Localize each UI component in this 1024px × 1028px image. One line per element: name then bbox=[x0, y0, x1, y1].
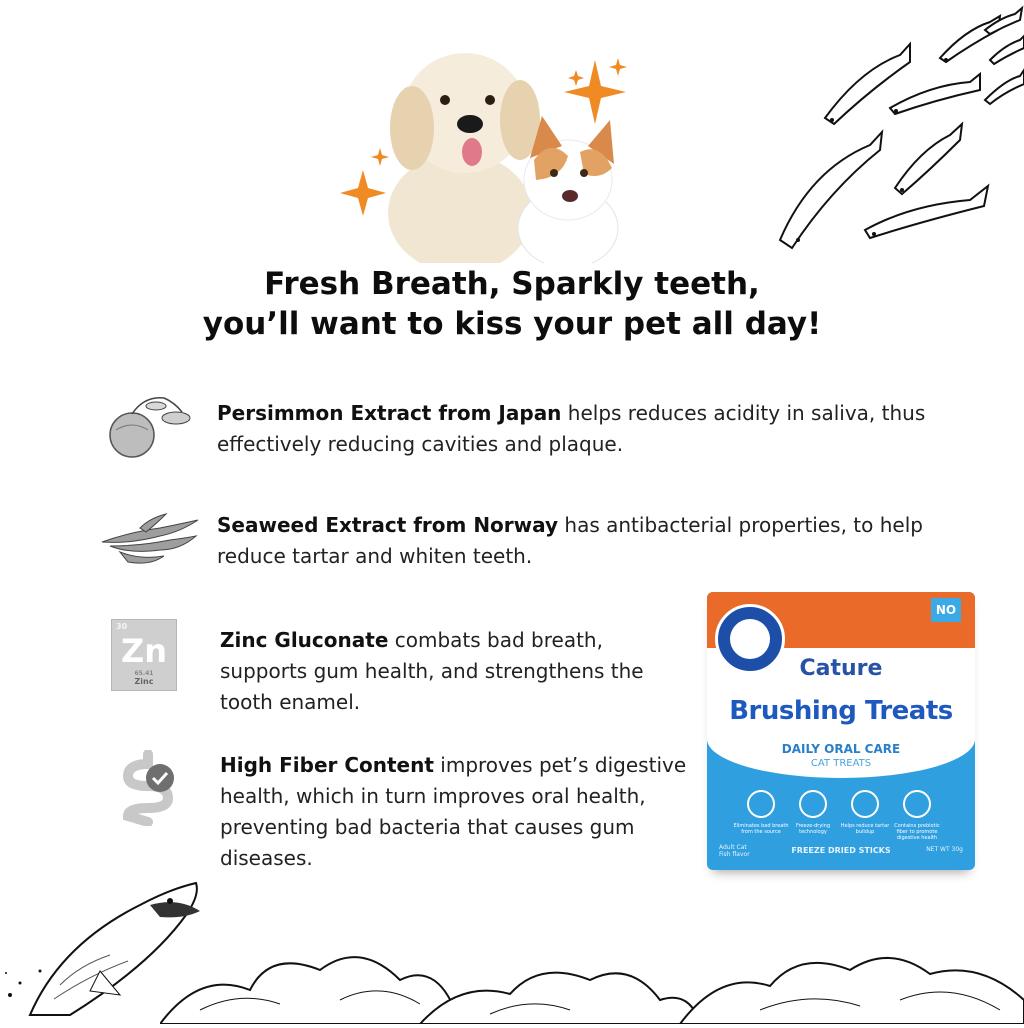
no-badge: NO bbox=[931, 598, 961, 622]
product-name: Brushing Treats bbox=[729, 696, 953, 726]
package-footer: FREEZE DRIED STICKS bbox=[791, 846, 891, 855]
intestine-check-icon bbox=[118, 750, 184, 826]
benefit-1-text: Eliminates bad breath from the source bbox=[733, 823, 789, 835]
benefit-freeze-icon bbox=[799, 790, 827, 818]
product-subtitle: DAILY ORAL CARE bbox=[781, 742, 901, 756]
benefit-tartar-icon bbox=[851, 790, 879, 818]
persimmon-icon bbox=[104, 390, 194, 462]
zinc-atomic-mass: 65.41 bbox=[134, 670, 154, 677]
zinc-element-icon bbox=[111, 619, 177, 691]
headline-line-2: you’ll want to kiss your pet all day! bbox=[202, 306, 822, 342]
feature-fiber-title: High Fiber Content bbox=[220, 753, 434, 777]
package-net-weight: NET WT 30g bbox=[926, 846, 963, 853]
benefit-4-text: Contains prebiotic fiber to promote digestive health bbox=[894, 823, 940, 841]
feature-seaweed bbox=[217, 510, 957, 572]
feature-persimmon bbox=[217, 398, 957, 460]
hero-pets-image bbox=[330, 28, 630, 263]
feature-zinc-title: Zinc Gluconate bbox=[220, 628, 389, 652]
feature-persimmon-text: helps reduces acidity in saliva, thus effectively reducing cavities and plaque. bbox=[217, 401, 926, 456]
headline-line-1: Fresh Breath, Sparkly teeth, bbox=[264, 266, 760, 302]
benefit-2-text: Freeze-drying technology bbox=[795, 823, 831, 835]
zinc-atomic-number: 30 bbox=[116, 622, 128, 631]
feature-zinc-text: combats bad breath, supports gum health, and strengthens the tooth enamel. bbox=[220, 628, 644, 714]
package-flavor: Fish flavor bbox=[719, 851, 750, 858]
feature-persimmon-title: Persimmon Extract from Japan bbox=[217, 401, 562, 425]
seaweed-icon bbox=[100, 510, 200, 570]
product-package bbox=[707, 592, 975, 870]
benefit-3-text: Helps reduce tartar buildup bbox=[840, 823, 890, 835]
waves-illustration bbox=[160, 930, 1024, 1024]
zinc-name: Zinc bbox=[134, 677, 154, 686]
headline bbox=[0, 264, 1024, 344]
product-brand: Cature bbox=[799, 656, 883, 681]
fish-school-illustration bbox=[770, 0, 1024, 260]
feature-fiber bbox=[220, 750, 690, 874]
package-adult: Adult Cat bbox=[719, 844, 747, 851]
benefit-stomach-icon bbox=[903, 790, 931, 818]
feature-seaweed-title: Seaweed Extract from Norway bbox=[217, 513, 559, 537]
feature-zinc bbox=[220, 625, 670, 718]
feature-fiber-text: improves pet’s digestive health, which in turn improves oral health, preventing bad bacteria that causes gum diseases. bbox=[220, 753, 687, 870]
product-subtitle-2: CAT TREATS bbox=[810, 758, 872, 769]
feature-seaweed-text: has antibacterial properties, to help reduce tartar and whiten teeth. bbox=[217, 513, 923, 568]
benefit-tooth-icon bbox=[747, 790, 775, 818]
zinc-symbol: Zn bbox=[121, 632, 167, 670]
